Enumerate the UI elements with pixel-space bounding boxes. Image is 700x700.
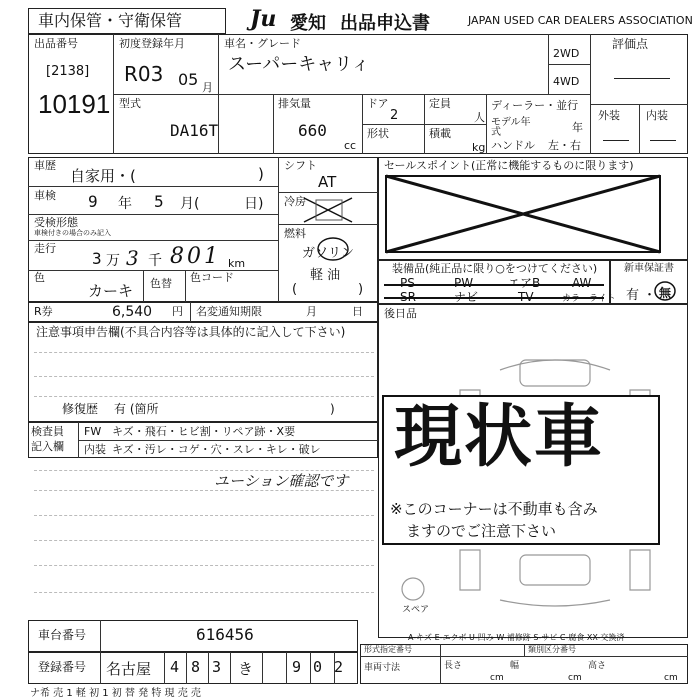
receipt-label: 受検形態 — [34, 216, 78, 229]
doors-label: ドア — [367, 97, 389, 110]
ac-cross-icon — [302, 196, 354, 224]
lot-label: 出品番号 — [34, 37, 78, 50]
registration-label: 登録番号 — [38, 660, 87, 674]
fuel-paren-close: ) — [358, 282, 364, 297]
first-reg-month-unit: 月 — [202, 81, 213, 94]
inspection-label: 車検 — [34, 189, 56, 202]
equip-colorlight: カラーライト — [562, 294, 616, 304]
grade-dash — [614, 78, 670, 79]
mileage-unit: km — [228, 257, 246, 270]
recycle-value: 6,540 — [112, 304, 153, 320]
mileage-rest: 801 — [170, 244, 221, 269]
equip-sr: SR — [400, 290, 416, 304]
warranty-dot: ・ — [643, 288, 657, 303]
equip-pw: PW — [454, 276, 474, 290]
doors-value: 2 — [390, 108, 399, 123]
shift-label: シフト — [284, 159, 317, 172]
capacity-unit: 人 — [474, 111, 485, 124]
first-reg-month: 05 — [178, 70, 199, 89]
remarks-label: 注意事項申告欄(不具合内容等は具体的に記入して下さい) — [36, 325, 346, 339]
inspection-year-unit: 年 — [118, 196, 132, 212]
equip-aw: AW — [572, 276, 592, 290]
registration-kana: き — [238, 660, 254, 678]
notice-day-unit: 日 — [352, 305, 363, 318]
as-is-stamp: 現状車 — [394, 398, 605, 477]
shift-value: AT — [318, 173, 337, 191]
model-year-unit: 年 — [572, 121, 583, 134]
equip-navi: ナビ — [454, 290, 479, 304]
displacement-label: 排気量 — [278, 97, 311, 110]
warranty-label: 新車保証書 — [624, 263, 674, 274]
mileage-sen: 3 — [126, 246, 139, 270]
load-unit: kg — [472, 141, 486, 154]
model-year-label: モデル年式 — [491, 117, 531, 138]
first-reg-label: 初度登録年月 — [119, 37, 185, 50]
recycle-label: R券 — [34, 305, 53, 318]
warranty-no-circle-icon — [653, 280, 677, 302]
footer-code-row: ナ希 売 1 軽 初 1 初 替 発 特 現 売 売 — [30, 688, 201, 699]
model-name-label: 車名・グレード — [224, 37, 301, 50]
association-name: JAPAN USED CAR DEALERS ASSOCIATION — [468, 14, 693, 27]
size-height: 高さ — [588, 661, 607, 671]
size-width: 幅 — [510, 661, 520, 671]
inspection-day-unit: 日) — [244, 196, 264, 212]
spare-tire-icon — [400, 576, 426, 602]
inspector-int-text: キズ・汚レ・コゲ・穴・スレ・キレ・破レ — [112, 443, 321, 456]
recycle-unit: 円 — [172, 305, 183, 318]
fuel-gas-circle-icon — [316, 236, 350, 262]
equip-airbag: エアB — [508, 276, 541, 290]
later-item-label: 後日品 — [384, 307, 417, 320]
handle-options: 左・右 — [548, 139, 581, 152]
lot-sub-code: [2138] — [46, 64, 90, 79]
size-type-label: 形式指定番号 — [364, 645, 412, 654]
damage-legend: A-キズ E-エクボ U-凹み W-補修跡 S-サビ C-腐食 XX-交換済 — [408, 633, 625, 642]
history-value: 自家用・( — [70, 167, 136, 185]
equip-ps: PS — [400, 276, 415, 290]
inspector-int-label: 内装 — [84, 443, 106, 456]
first-reg-era-year: R03 — [124, 62, 164, 86]
mileage-man: 3 — [92, 249, 102, 268]
notice-deadline-label: 名変通知期限 — [196, 305, 262, 318]
grade-label: 評価点 — [612, 37, 649, 51]
repair-close: ) — [330, 402, 335, 416]
displacement-unit: cc — [344, 139, 357, 152]
fuel-gas: ガソリン — [302, 246, 355, 261]
inspector-fw: FW — [84, 425, 102, 438]
warranty-yes: 有 — [626, 288, 640, 303]
history-close: ) — [258, 165, 264, 183]
fuel-diesel: 軽 油 — [310, 268, 341, 283]
ac-label: 冷房 — [284, 195, 306, 208]
repair-label: 修復歴 — [62, 402, 99, 416]
inspector-label: 検査員記入欄 — [31, 425, 64, 453]
registration-place: 名古屋 — [106, 660, 152, 678]
equip-tv: TV — [518, 290, 534, 304]
lot-number: 10191 — [38, 89, 111, 119]
size-dimensions-label: 車両寸法 — [364, 663, 401, 673]
capacity-label: 定員 — [429, 97, 451, 110]
fuel-paren-open: ( — [292, 282, 298, 297]
chassis-value: 616456 — [196, 625, 254, 644]
history-label: 車歴 — [34, 159, 56, 172]
model-type-value: DA16T — [170, 121, 219, 140]
load-label: 積載 — [429, 127, 451, 140]
inspection-month: 5 — [154, 192, 164, 211]
chassis-label: 車台番号 — [38, 628, 87, 642]
drive-2wd: 2WD — [553, 47, 580, 60]
grade-interior-label: 内装 — [646, 109, 668, 122]
mileage-man-unit: 万 — [106, 253, 120, 269]
model-name-value: スーパーキャリィ — [228, 54, 370, 75]
equipment-label: 装備品(純正品に限り○をつけてください) — [392, 262, 598, 275]
notice-month-unit: 月 — [306, 305, 317, 318]
as-is-message-line1: ※このコーナーは不動車も含み — [390, 500, 598, 518]
org-name: 愛知 — [290, 13, 326, 34]
registration-class: 483 — [170, 658, 234, 676]
spare-label: スペア — [402, 605, 430, 615]
displacement-value: 660 — [298, 121, 327, 140]
handle-label: ハンドル — [491, 139, 535, 152]
registration-number: 902 — [292, 658, 356, 676]
size-cm-2: cm — [568, 673, 582, 683]
as-is-message-line2: ますのでご注意下さい — [406, 522, 557, 540]
inspection-year: 9 — [88, 192, 98, 211]
sales-point-label: セールスポイント(正常に機能するものに限ります) — [384, 159, 634, 172]
size-class-label: 類別区分番号 — [528, 645, 576, 654]
shape-label: 形状 — [367, 127, 389, 140]
mileage-sen-unit: 千 — [148, 253, 162, 269]
size-length: 長さ — [444, 661, 463, 671]
size-cm-3: cm — [664, 673, 678, 683]
doc-title: 出品申込書 — [340, 13, 430, 34]
mileage-label: 走行 — [34, 242, 56, 255]
warranty-no: 無 — [659, 286, 672, 300]
color-value: カーキ — [88, 282, 134, 300]
ju-logo: Ju — [250, 6, 277, 32]
sales-point-cross-icon — [382, 172, 664, 256]
inspector-handwritten-note: ユーション確認です — [214, 472, 349, 490]
repair-value: 有 (箇所 — [114, 402, 159, 416]
color-label: 色 — [34, 271, 45, 284]
color-code-label: 色コード — [190, 271, 234, 284]
drive-4wd: 4WD — [553, 75, 580, 88]
color-change-label: 色替 — [150, 277, 172, 290]
size-cm-1: cm — [490, 673, 504, 683]
inspection-month-unit: 月( — [180, 196, 200, 212]
receipt-note: 車検付きの場合のみ記入 — [34, 229, 111, 237]
grade-exterior-label: 外装 — [598, 109, 620, 122]
inspector-ext-text: キズ・飛石・ヒビ割・リペア跡・X要 — [112, 425, 296, 438]
fuel-label: 燃料 — [284, 227, 306, 240]
dealer-label: ディーラー・並行 — [491, 99, 579, 112]
storage-label: 車内保管・守衛保管 — [38, 11, 183, 30]
model-type-label: 型式 — [119, 97, 141, 110]
